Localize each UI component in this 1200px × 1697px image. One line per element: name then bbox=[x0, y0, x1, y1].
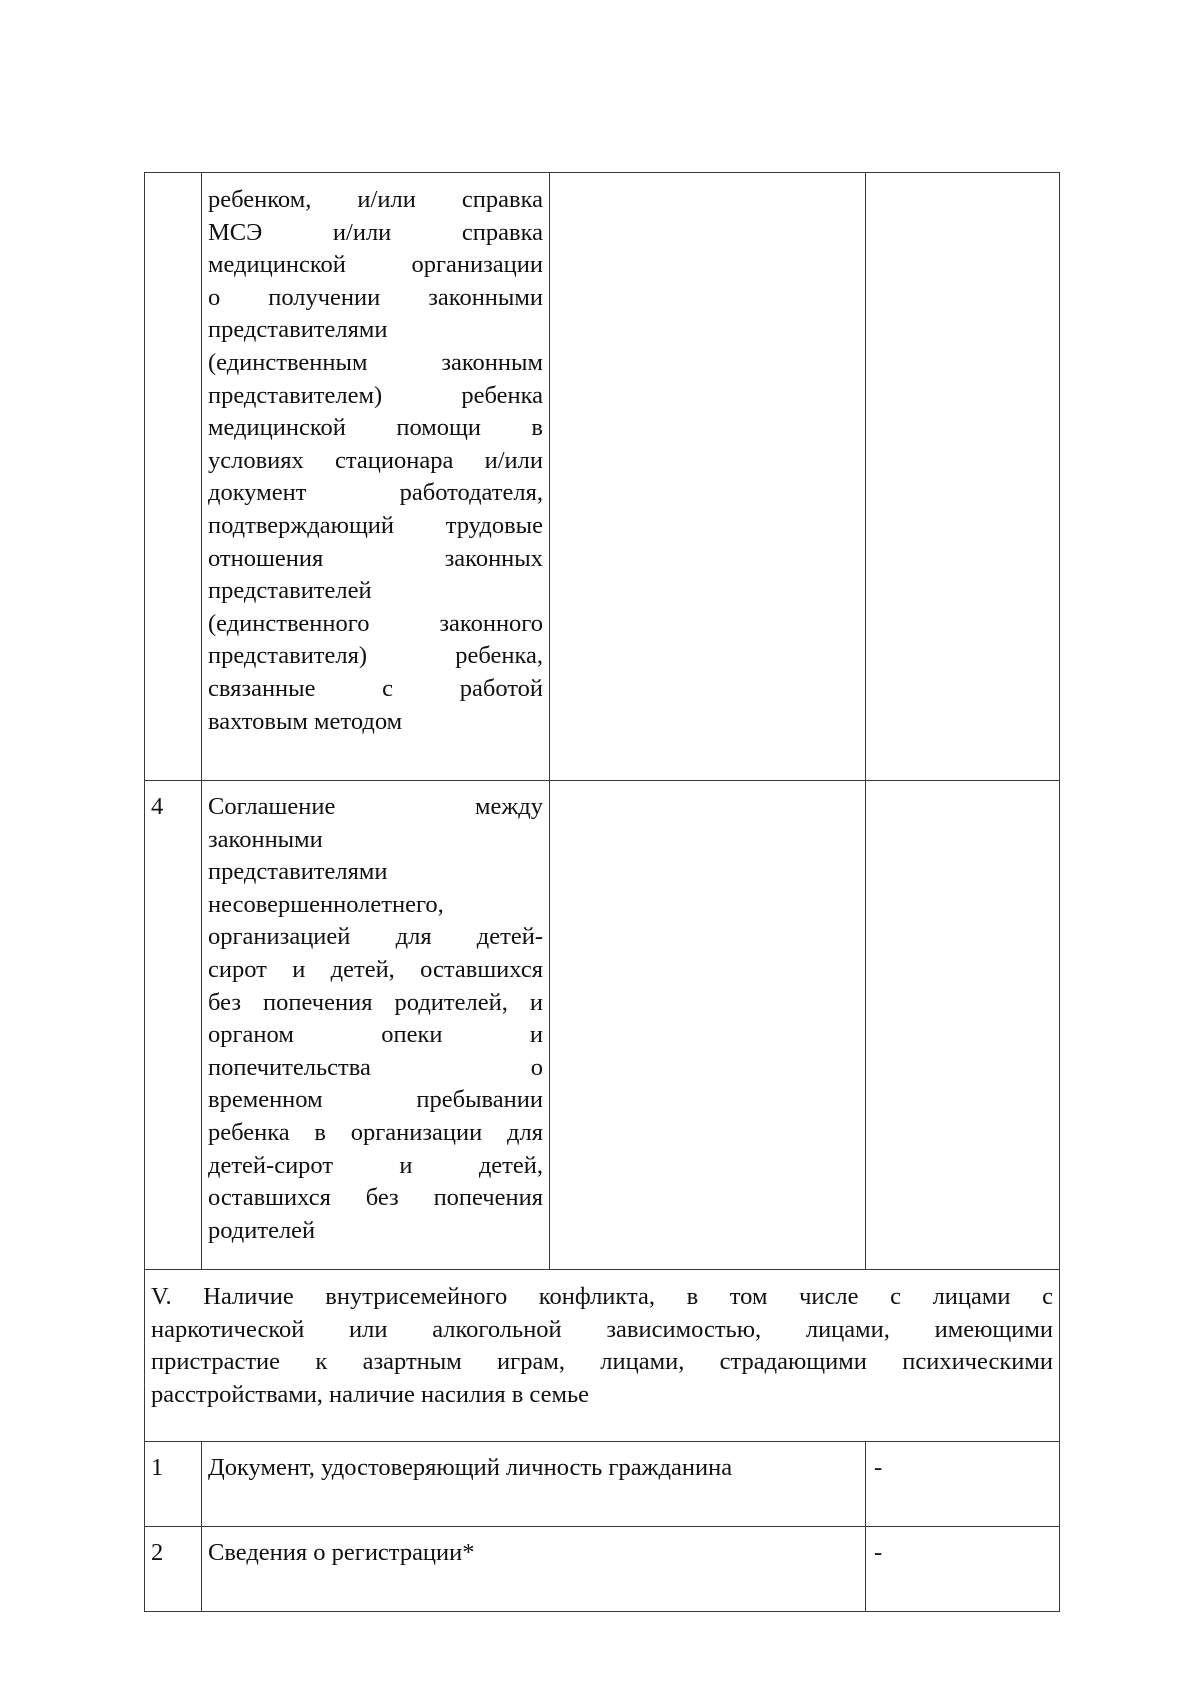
text-line: несовершеннолетнего, bbox=[208, 890, 444, 918]
document-description-cell: Документ, удостоверяющий личность гражданина bbox=[202, 1442, 866, 1527]
text-line: детей-сирот и детей, bbox=[208, 1151, 543, 1179]
text-line: Соглашение между bbox=[208, 793, 543, 820]
table-row bbox=[145, 173, 1060, 781]
row-number-cell: 2 bbox=[145, 1527, 202, 1612]
text-line: представителями bbox=[208, 858, 388, 886]
text-line: (единственным законным bbox=[208, 348, 543, 376]
text-line: представителя) ребенка, bbox=[208, 642, 543, 670]
text-line: расстройствами, наличие насилия в семье bbox=[151, 1380, 590, 1408]
text-line: представителями bbox=[208, 316, 388, 344]
empty-cell bbox=[866, 781, 1060, 1270]
table-row bbox=[145, 1527, 1060, 1612]
text-line: пристрастие к азартным играм, лицами, страдающими психическими bbox=[151, 1348, 1053, 1376]
table-row bbox=[145, 781, 1060, 1270]
text-line: сирот и детей, оставшихся bbox=[208, 955, 543, 983]
text-line: медицинской организации bbox=[208, 251, 543, 279]
text-line: отношения законных bbox=[208, 544, 543, 572]
text-line: без попечения родителей, и bbox=[208, 988, 543, 1016]
value-cell: - bbox=[866, 1442, 1060, 1527]
text-line: V. Наличие внутрисемейного конфликта, в том числе с лицами с bbox=[151, 1283, 1053, 1310]
text-line: временном пребывании bbox=[208, 1086, 543, 1114]
document-description-cell: Сведения о регистрации* bbox=[202, 1527, 866, 1612]
text-line: медицинской помощи в bbox=[208, 414, 543, 442]
text-line: о получении законными bbox=[208, 283, 543, 311]
section-heading-row bbox=[145, 1270, 1060, 1442]
text-line: МСЭ и/или справка bbox=[208, 218, 543, 246]
documents-table bbox=[144, 172, 1060, 1612]
text-line: документ работодателя, bbox=[208, 479, 543, 507]
row-number-cell: 4 bbox=[145, 781, 202, 1270]
text-line: ребенком, и/или справка bbox=[208, 186, 543, 213]
empty-cell bbox=[866, 173, 1060, 781]
document-description-cell bbox=[202, 173, 550, 781]
document-description-cell bbox=[202, 781, 550, 1270]
text-line: ребенка в организации для bbox=[208, 1118, 543, 1146]
text-line: организацией для детей- bbox=[208, 923, 543, 951]
text-line: органом опеки и bbox=[208, 1021, 543, 1049]
empty-cell bbox=[550, 781, 866, 1270]
text-line: оставшихся без попечения bbox=[208, 1184, 543, 1212]
text-line: вахтовым методом bbox=[208, 707, 403, 735]
text-line: попечительства о bbox=[208, 1053, 543, 1081]
table-row bbox=[145, 1442, 1060, 1527]
text-line: условиях стационара и/или bbox=[208, 446, 543, 474]
value-cell: - bbox=[866, 1527, 1060, 1612]
text-line: наркотической или алкогольной зависимостью, лицами, имеющими bbox=[151, 1315, 1053, 1343]
text-line: подтверждающий трудовые bbox=[208, 511, 543, 539]
empty-cell bbox=[550, 173, 866, 781]
text-line: (единственного законного bbox=[208, 609, 543, 637]
text-line: родителей bbox=[208, 1216, 316, 1244]
section-heading bbox=[145, 1270, 1060, 1442]
row-number-cell: 1 bbox=[145, 1442, 202, 1527]
row-number-cell bbox=[145, 173, 202, 781]
text-line: представителем) ребенка bbox=[208, 381, 543, 409]
text-line: связанные с работой bbox=[208, 674, 543, 702]
text-line: законными bbox=[208, 825, 323, 853]
text-line: представителей bbox=[208, 577, 372, 605]
